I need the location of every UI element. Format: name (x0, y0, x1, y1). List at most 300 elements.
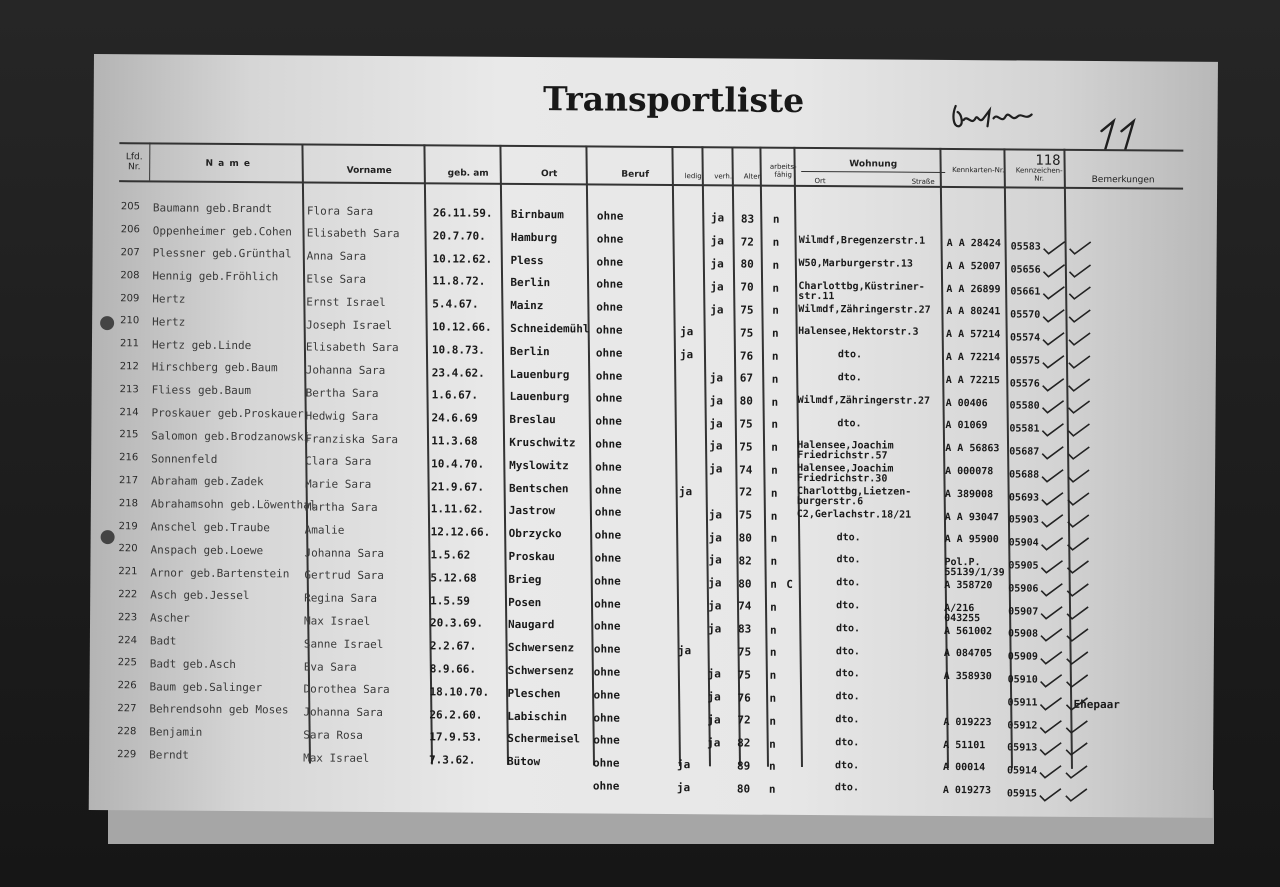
cell-nr: 211 (119, 338, 140, 350)
cell-name: Fliess geb.Baum (151, 383, 252, 398)
cell-ledig: ja (679, 347, 694, 362)
cell-kennzeichen: 05911 (1007, 697, 1038, 709)
cell-kennzeichen: 05904 (1008, 537, 1039, 549)
cell-ledig: ja (676, 781, 691, 795)
cell-geb-am: 10.12.62. (432, 252, 493, 266)
cell-wohnung: dto. (836, 577, 861, 589)
cell-beruf: ohne (593, 642, 621, 656)
cell-name: Hennig geb.Fröhlich (152, 269, 279, 284)
cell-arbeitsfaehig: n (769, 668, 777, 682)
page-number: 118 (1035, 152, 1061, 169)
cell-verh: ja (709, 462, 723, 476)
cell-geb-am: 1.11.62. (430, 502, 484, 517)
cell-arbeitsfaehig: n (771, 372, 779, 386)
cell-alter: 75 (737, 668, 751, 682)
cell-ort: Schermeisel (507, 732, 581, 746)
cell-verh: ja (708, 508, 723, 522)
cell-kennzeichen: 05907 (1008, 606, 1039, 618)
cell-kennkarten: A A 93047 (944, 511, 1000, 523)
cell-ort: Berlin (510, 276, 551, 290)
cell-kennkarten: A A 26899 (946, 283, 1001, 295)
cell-nr: 210 (120, 315, 140, 327)
cell-vorname: Ernst Israel (306, 295, 386, 309)
cell-alter: 67 (739, 371, 754, 385)
cell-beruf: ohne (596, 277, 623, 292)
cell-kennkarten: A A 28424 (946, 237, 1001, 250)
cell-arbeitsfaehig: n (768, 782, 776, 796)
cell-beruf: ohne (595, 437, 622, 451)
cell-vorname: Gertrud Sara (304, 568, 384, 583)
cell-name: Hirschberg geb.Baum (151, 360, 278, 375)
check-mark-icon (1037, 787, 1065, 803)
cell-kennzeichen: 05656 (1010, 264, 1041, 276)
cell-geb-am: 10.8.73. (431, 343, 485, 357)
cell-kennkarten: A A 57214 (946, 329, 1001, 341)
cell-alter: 80 (740, 257, 754, 271)
cell-vorname: Flora Sara (306, 204, 374, 218)
header-vorname: Vorname (346, 165, 392, 177)
cell-vorname: Hedwig Sara (305, 409, 379, 423)
cell-name: Ascher (150, 611, 190, 625)
cell-vorname: Joseph Israel (306, 318, 393, 332)
cell-wohnung: dto. (836, 600, 861, 612)
cell-kennkarten: A A 72214 (945, 351, 1001, 364)
cell-name: Abrahamsohn geb.Löwenthal (150, 497, 317, 512)
cell-geb-am: 12.12.66. (430, 525, 491, 540)
cell-verh: ja (709, 394, 723, 408)
cell-beruf: ohne (594, 574, 621, 588)
cell-geb-am: 26.2.60. (429, 708, 483, 722)
cell-wohnung: dto. (835, 645, 860, 658)
cell-geb-am: 1.5.62 (430, 548, 471, 562)
cell-beruf: ohne (593, 711, 620, 725)
cell-verh: ja (707, 736, 721, 750)
cell-beruf: ohne (595, 414, 622, 428)
cell-nr: 214 (119, 406, 139, 418)
cell-kennzeichen: 05693 (1008, 492, 1040, 504)
cell-wohnung: dto. (837, 417, 862, 430)
cell-alter: 72 (737, 713, 751, 727)
cell-kennkarten: A 019273 (942, 785, 992, 797)
cell-alter: 74 (738, 599, 752, 613)
cell-vorname: Johanna Sara (304, 546, 385, 560)
cell-arbeitsfaehig: n (771, 463, 778, 477)
cell-alter: 72 (740, 235, 755, 249)
cell-geb-am: 20.7.70. (432, 229, 486, 243)
cell-alter: 70 (740, 280, 754, 294)
cell-alter: 83 (740, 212, 755, 226)
cell-name: Berndt (149, 748, 189, 762)
cell-name: Baumann geb.Brandt (152, 201, 273, 215)
cell-alter: 80 (739, 394, 753, 408)
cell-kennzeichen: 05661 (1010, 286, 1041, 299)
cell-ledig: ja (677, 644, 692, 658)
cell-alter: 82 (737, 736, 751, 750)
cell-wohnung: dto. (835, 759, 860, 772)
cell-beruf: ohne (594, 505, 622, 520)
cell-arbeitsfaehig: n (768, 760, 776, 774)
cell-beruf: ohne (593, 733, 620, 748)
cell-name: Plessner geb.Grünthal (152, 246, 292, 261)
cell-kennkarten: A 019223 (943, 716, 992, 729)
cell-beruf: ohne (593, 665, 621, 679)
header-geb-am: geb. am (447, 168, 489, 179)
cell-nr: 218 (118, 497, 138, 510)
cell-nr: 227 (117, 703, 137, 715)
cell-ort: Labischin (507, 709, 568, 723)
cell-arbeitsfaehig: n (771, 395, 779, 409)
cell-name: Behrendsohn geb Moses (149, 702, 289, 717)
cell-verh: ja (708, 599, 722, 613)
cell-alter: 80 (736, 782, 751, 796)
cell-arbeitsfaehig: n (769, 691, 777, 705)
cell-geb-am: 11.8.72. (432, 274, 486, 289)
cell-beruf: ohne (596, 209, 624, 223)
cell-vorname: Max Israel (303, 751, 370, 765)
cell-ort: Hamburg (510, 230, 558, 245)
cell-beruf: ohne (595, 346, 623, 360)
cell-nr: 206 (120, 224, 140, 236)
cell-wohnung: Wilmdf,Zähringerstr.27 (797, 394, 931, 407)
cell-kennzeichen: 05906 (1008, 583, 1039, 595)
cell-kennzeichen: 05905 (1008, 560, 1039, 572)
cell-verh: ja (708, 576, 722, 590)
cell-ledig: ja (677, 758, 691, 772)
cell-kennkarten: A 01069 (945, 420, 988, 432)
cell-ort: Bentschen (508, 481, 569, 495)
cell-arbeitsfaehig: n (769, 737, 776, 751)
cell-arbeitsfaehig: n (770, 554, 778, 568)
cell-alter: 75 (738, 508, 753, 522)
cell-nr: 213 (119, 383, 139, 396)
cell-ort: Schneidemühl (510, 321, 590, 336)
cell-vorname: Else Sara (306, 272, 367, 286)
cell-beruf: ohne (594, 483, 622, 497)
cell-kennkarten: Pol.P. 55139/1/39 (944, 557, 1005, 579)
cell-geb-am: 18.10.70. (429, 685, 490, 699)
cell-nr: 205 (120, 201, 141, 213)
cell-wohnung: W50,Marburgerstr.13 (798, 257, 913, 270)
cell-nr: 216 (119, 452, 139, 464)
cell-verh: ja (708, 530, 722, 544)
cell-alter: 75 (740, 303, 754, 317)
header-alter: Alter (743, 172, 761, 181)
cell-kennzeichen: 05910 (1007, 674, 1038, 686)
cell-ort: Mainz (510, 299, 544, 313)
cell-name: Benjamin (149, 725, 203, 739)
cell-alter: 76 (739, 349, 754, 363)
cell-wohnung: Wilmdf,Zähringerstr.27 (798, 303, 931, 316)
cell-vorname: Amalie (304, 523, 345, 537)
cell-beruf: ohne (596, 255, 624, 269)
cell-verh: ja (710, 257, 724, 271)
cell-nr: 207 (120, 247, 140, 259)
cell-wohnung: dto. (835, 668, 860, 680)
cell-geb-am: 21.9.67. (430, 480, 485, 494)
cell-name: Baum geb.Salinger (149, 679, 263, 694)
cell-verh: ja (709, 371, 724, 385)
cell-beruf: ohne (596, 300, 623, 314)
cell-geb-am: 8.9.66. (429, 662, 477, 676)
cell-vorname: Elisabeth Sara (305, 340, 399, 355)
cell-kennkarten: A 00014 (942, 762, 986, 774)
cell-beruf: ohne (594, 528, 622, 542)
cell-verh: ja (707, 690, 721, 704)
cell-arbeitsfaehig: n (771, 349, 779, 363)
header-kennzeichen: Kennzeichen-Nr. (1015, 166, 1063, 183)
cell-ort: Birnbaum (510, 207, 564, 222)
cell-geb-am: 10.4.70. (431, 457, 485, 471)
cell-ort: Pleschen (507, 686, 561, 701)
cell-kennzeichen: 05909 (1007, 651, 1038, 663)
cell-ort: Naugard (507, 618, 555, 632)
cell-wohnung: Halensee,Hektorstr.3 (798, 326, 919, 339)
cell-kennkarten: A A 72215 (945, 374, 1000, 387)
cell-arbeitsfaehig: n (770, 600, 777, 614)
cell-ort: Lauenburg (509, 390, 570, 404)
cell-nr: 209 (120, 292, 140, 304)
cell-kennkarten: A 51101 (943, 739, 986, 751)
cell-geb-am: 5.4.67. (432, 297, 479, 311)
cell-vorname: Clara Sara (305, 454, 372, 469)
cell-kennzeichen: 05903 (1008, 514, 1039, 527)
cell-alter: 80 (738, 577, 752, 591)
cell-wohnung: dto. (837, 372, 862, 384)
cell-name: Salomon geb.Brodzanowski (151, 429, 311, 444)
cell-arbeitsfaehig: n (772, 281, 780, 295)
header-ort: Ort (540, 169, 558, 180)
cell-geb-am: 24.6.69 (431, 411, 478, 425)
cell-vorname: Bertha Sara (305, 386, 379, 400)
header-ledig: ledig (684, 172, 702, 181)
cell-geb-am: 10.12.66. (432, 320, 492, 334)
cell-kennkarten: A 00406 (945, 397, 988, 409)
document-title: Transportliste (543, 79, 805, 120)
cell-kennzeichen: 05583 (1010, 241, 1041, 253)
cell-vorname: Max Israel (304, 614, 371, 628)
cell-geb-am: 20.3.69. (429, 616, 484, 631)
cell-wohnung: dto. (835, 691, 860, 703)
cell-arbeitsfaehig: n (770, 577, 777, 591)
cell-name: Badt (149, 634, 177, 648)
cell-kennzeichen: 05687 (1009, 446, 1040, 458)
cell-arbeitsfaehig: n (770, 509, 778, 523)
cell-name: Oppenheimer geb.Cohen (152, 223, 292, 238)
cell-ort: Lauenburg (509, 367, 570, 381)
cell-arbeitsfaehig: n (772, 326, 779, 340)
cell-geb-am: 17.9.53. (429, 730, 483, 745)
cell-beruf: ohne (596, 323, 623, 337)
wohnung-sub-rule (801, 171, 945, 173)
cell-alter: 72 (738, 485, 753, 499)
cell-ort: Posen (508, 595, 542, 609)
cell-nr: 222 (118, 589, 138, 601)
cell-kennzeichen: 05576 (1009, 378, 1040, 390)
cell-alter: 82 (738, 554, 752, 568)
cell-kennkarten: A 389008 (944, 488, 994, 501)
cell-kennzeichen: 05915 (1006, 788, 1038, 800)
cell-kennzeichen: 05688 (1009, 469, 1040, 481)
cell-ort: Kruschwitz (509, 435, 576, 450)
cell-name: Proskauer geb.Proskauer (151, 406, 304, 421)
cell-ledig: ja (678, 484, 693, 498)
cell-geb-am: 23.4.62. (431, 366, 485, 380)
cell-wohnung-ort: C (786, 577, 793, 592)
cell-kennzeichen: 05570 (1010, 309, 1041, 321)
cell-beruf: ohne (595, 460, 622, 474)
cell-vorname: Franziska Sara (305, 432, 399, 446)
cell-beruf: ohne (592, 779, 620, 793)
column-rule (149, 142, 150, 180)
cell-arbeitsfaehig: n (771, 418, 779, 432)
cell-wohnung: dto. (835, 737, 860, 749)
header-beruf: Beruf (621, 169, 650, 180)
cell-ort: Brieg (508, 572, 542, 586)
cell-vorname: Johanna Sara (303, 705, 383, 720)
cell-nr: 219 (118, 520, 138, 532)
cell-nr: 212 (119, 361, 139, 373)
cell-name: Hertz geb.Linde (151, 337, 252, 352)
cell-vorname: Sanne Israel (303, 637, 384, 651)
cell-kennzeichen: 05580 (1009, 400, 1040, 413)
cell-name: Arnor geb.Bartenstein (150, 565, 290, 580)
cell-vorname: Regina Sara (304, 591, 378, 606)
cell-verh: ja (707, 622, 722, 636)
cell-beruf: ohne (594, 597, 621, 611)
cell-name: Badt geb.Asch (149, 657, 236, 671)
cell-kennkarten: A A 80241 (946, 306, 1001, 318)
cell-beruf: ohne (593, 619, 621, 634)
header-bemerkungen: Bemerkungen (1091, 174, 1155, 186)
cell-nr: 215 (119, 429, 139, 441)
cell-vorname: Anna Sara (306, 249, 367, 264)
cell-kennkarten: A A 56863 (945, 443, 1000, 455)
cell-kennkarten: A A 52007 (946, 260, 1001, 273)
cell-kennkarten: A 358720 (944, 579, 993, 592)
cell-beruf: ohne (593, 756, 620, 770)
cell-wohnung: dto. (837, 349, 863, 361)
cell-arbeitsfaehig: n (769, 623, 777, 637)
header-nr: Lfd. Nr. (125, 152, 143, 173)
cell-ledig: ja (680, 325, 694, 339)
cell-vorname: Eva Sara (303, 660, 357, 674)
handwritten-number-icon (1093, 117, 1153, 153)
header-top-rule (119, 142, 1183, 151)
cell-geb-am: 5.12.68 (430, 571, 477, 585)
cell-wohnung: Charlottbg,Lietzen-burgerstr.6 (796, 485, 912, 508)
cell-geb-am: 11.3.68 (431, 434, 478, 448)
cell-verh: ja (710, 280, 724, 294)
cell-alter: 80 (738, 531, 752, 545)
cell-nr: 217 (118, 475, 139, 487)
cell-wohnung: Wilmdf,Bregenzerstr.1 (798, 235, 926, 248)
cell-beruf: ohne (596, 232, 624, 246)
cell-verh: ja (710, 234, 725, 248)
cell-geb-am: 1.5.59 (430, 594, 470, 608)
cell-arbeitsfaehig: n (772, 212, 780, 226)
cell-nr: 208 (120, 269, 140, 282)
cell-kennkarten: A 084705 (943, 648, 993, 660)
cell-wohnung: Halensee,Joachim Friedrichstr.30 (797, 463, 894, 485)
cell-kennkarten: A 000078 (945, 465, 994, 478)
cell-arbeitsfaehig: n (772, 235, 780, 249)
check-mark-icon (1063, 787, 1091, 803)
cell-verh: ja (707, 713, 721, 727)
cell-ort: Myslowitz (509, 458, 569, 473)
cell-arbeitsfaehig: n (770, 486, 778, 500)
cell-geb-am: 2.2.67. (429, 639, 477, 653)
handwritten-note-icon (949, 96, 1039, 137)
cell-wohnung: dto. (834, 782, 860, 794)
cell-ort: Jastrow (508, 504, 556, 518)
header-name: N a m e (205, 158, 252, 170)
cell-wohnung: C2,Gerlachstr.18/21 (796, 508, 912, 521)
cell-name: Hertz (152, 292, 186, 306)
cell-arbeitsfaehig: n (771, 440, 778, 454)
cell-ort: Berlin (509, 344, 550, 359)
header-verh: verh. (714, 172, 733, 181)
cell-kennzeichen: 05575 (1009, 355, 1041, 367)
cell-ort: Schwersenz (507, 641, 575, 655)
cell-wohnung: dto. (835, 623, 861, 635)
cell-arbeitsfaehig: n (770, 532, 778, 546)
cell-arbeitsfaehig: n (769, 714, 777, 728)
cell-nr: 226 (117, 680, 137, 692)
cell-name: Anspach geb.Loewe (150, 543, 264, 557)
cell-nr: 221 (118, 566, 138, 578)
cell-arbeitsfaehig: n (772, 258, 780, 272)
header-wohnung: Wohnung (849, 159, 898, 170)
transport-list-sheet (89, 54, 1218, 818)
cell-geb-am: 7.3.62. (429, 753, 476, 767)
cell-beruf: ohne (593, 688, 621, 702)
cell-wohnung (799, 213, 945, 214)
cell-verh: ja (708, 553, 722, 567)
cell-vorname: Sara Rosa (303, 728, 363, 742)
cell-kennkarten: A A 95900 (944, 534, 999, 546)
cell-verh: ja (709, 439, 723, 453)
cell-alter: 83 (737, 622, 752, 636)
cell-name: Abraham geb.Zadek (150, 474, 264, 489)
cell-vorname: Johanna Sara (305, 363, 386, 378)
cell-geb-am: 1.6.67. (431, 388, 479, 403)
cell-nr: 220 (118, 543, 138, 555)
cell-kennkarten: A/216 043255 (944, 602, 981, 625)
cell-kennzeichen: 05581 (1009, 423, 1040, 435)
cell-verh: ja (710, 302, 724, 316)
cell-ort: Proskau (508, 549, 555, 564)
cell-vorname: Marie Sara (304, 477, 372, 492)
cell-arbeitsfaehig: n (772, 304, 779, 318)
cell-name: Asch geb.Jessel (150, 588, 250, 603)
cell-wohnung: dto. (836, 554, 861, 566)
cell-nr: 224 (117, 634, 138, 646)
cell-kennzeichen: 05914 (1006, 765, 1038, 777)
cell-wohnung: Charlottbg,Küstriner-str.11 (798, 280, 925, 303)
cell-wohnung: dto. (835, 714, 860, 726)
cell-kennzeichen: 05908 (1007, 628, 1039, 641)
cell-name: Hertz (152, 315, 186, 329)
header-kennkarten: Kennkarten-Nr. (952, 165, 1005, 175)
cell-alter: 75 (739, 440, 753, 454)
cell-wohnung: Halensee,Joachim Friedrichstr.57 (797, 440, 894, 463)
cell-ort: Bütow (507, 755, 541, 769)
cell-kennkarten: A 561002 (943, 625, 993, 637)
cell-kennkarten: A 358930 (943, 671, 992, 683)
cell-verh: ja (710, 211, 725, 225)
cell-name: Anschel geb.Traube (150, 520, 270, 535)
cell-verh: ja (709, 416, 723, 430)
